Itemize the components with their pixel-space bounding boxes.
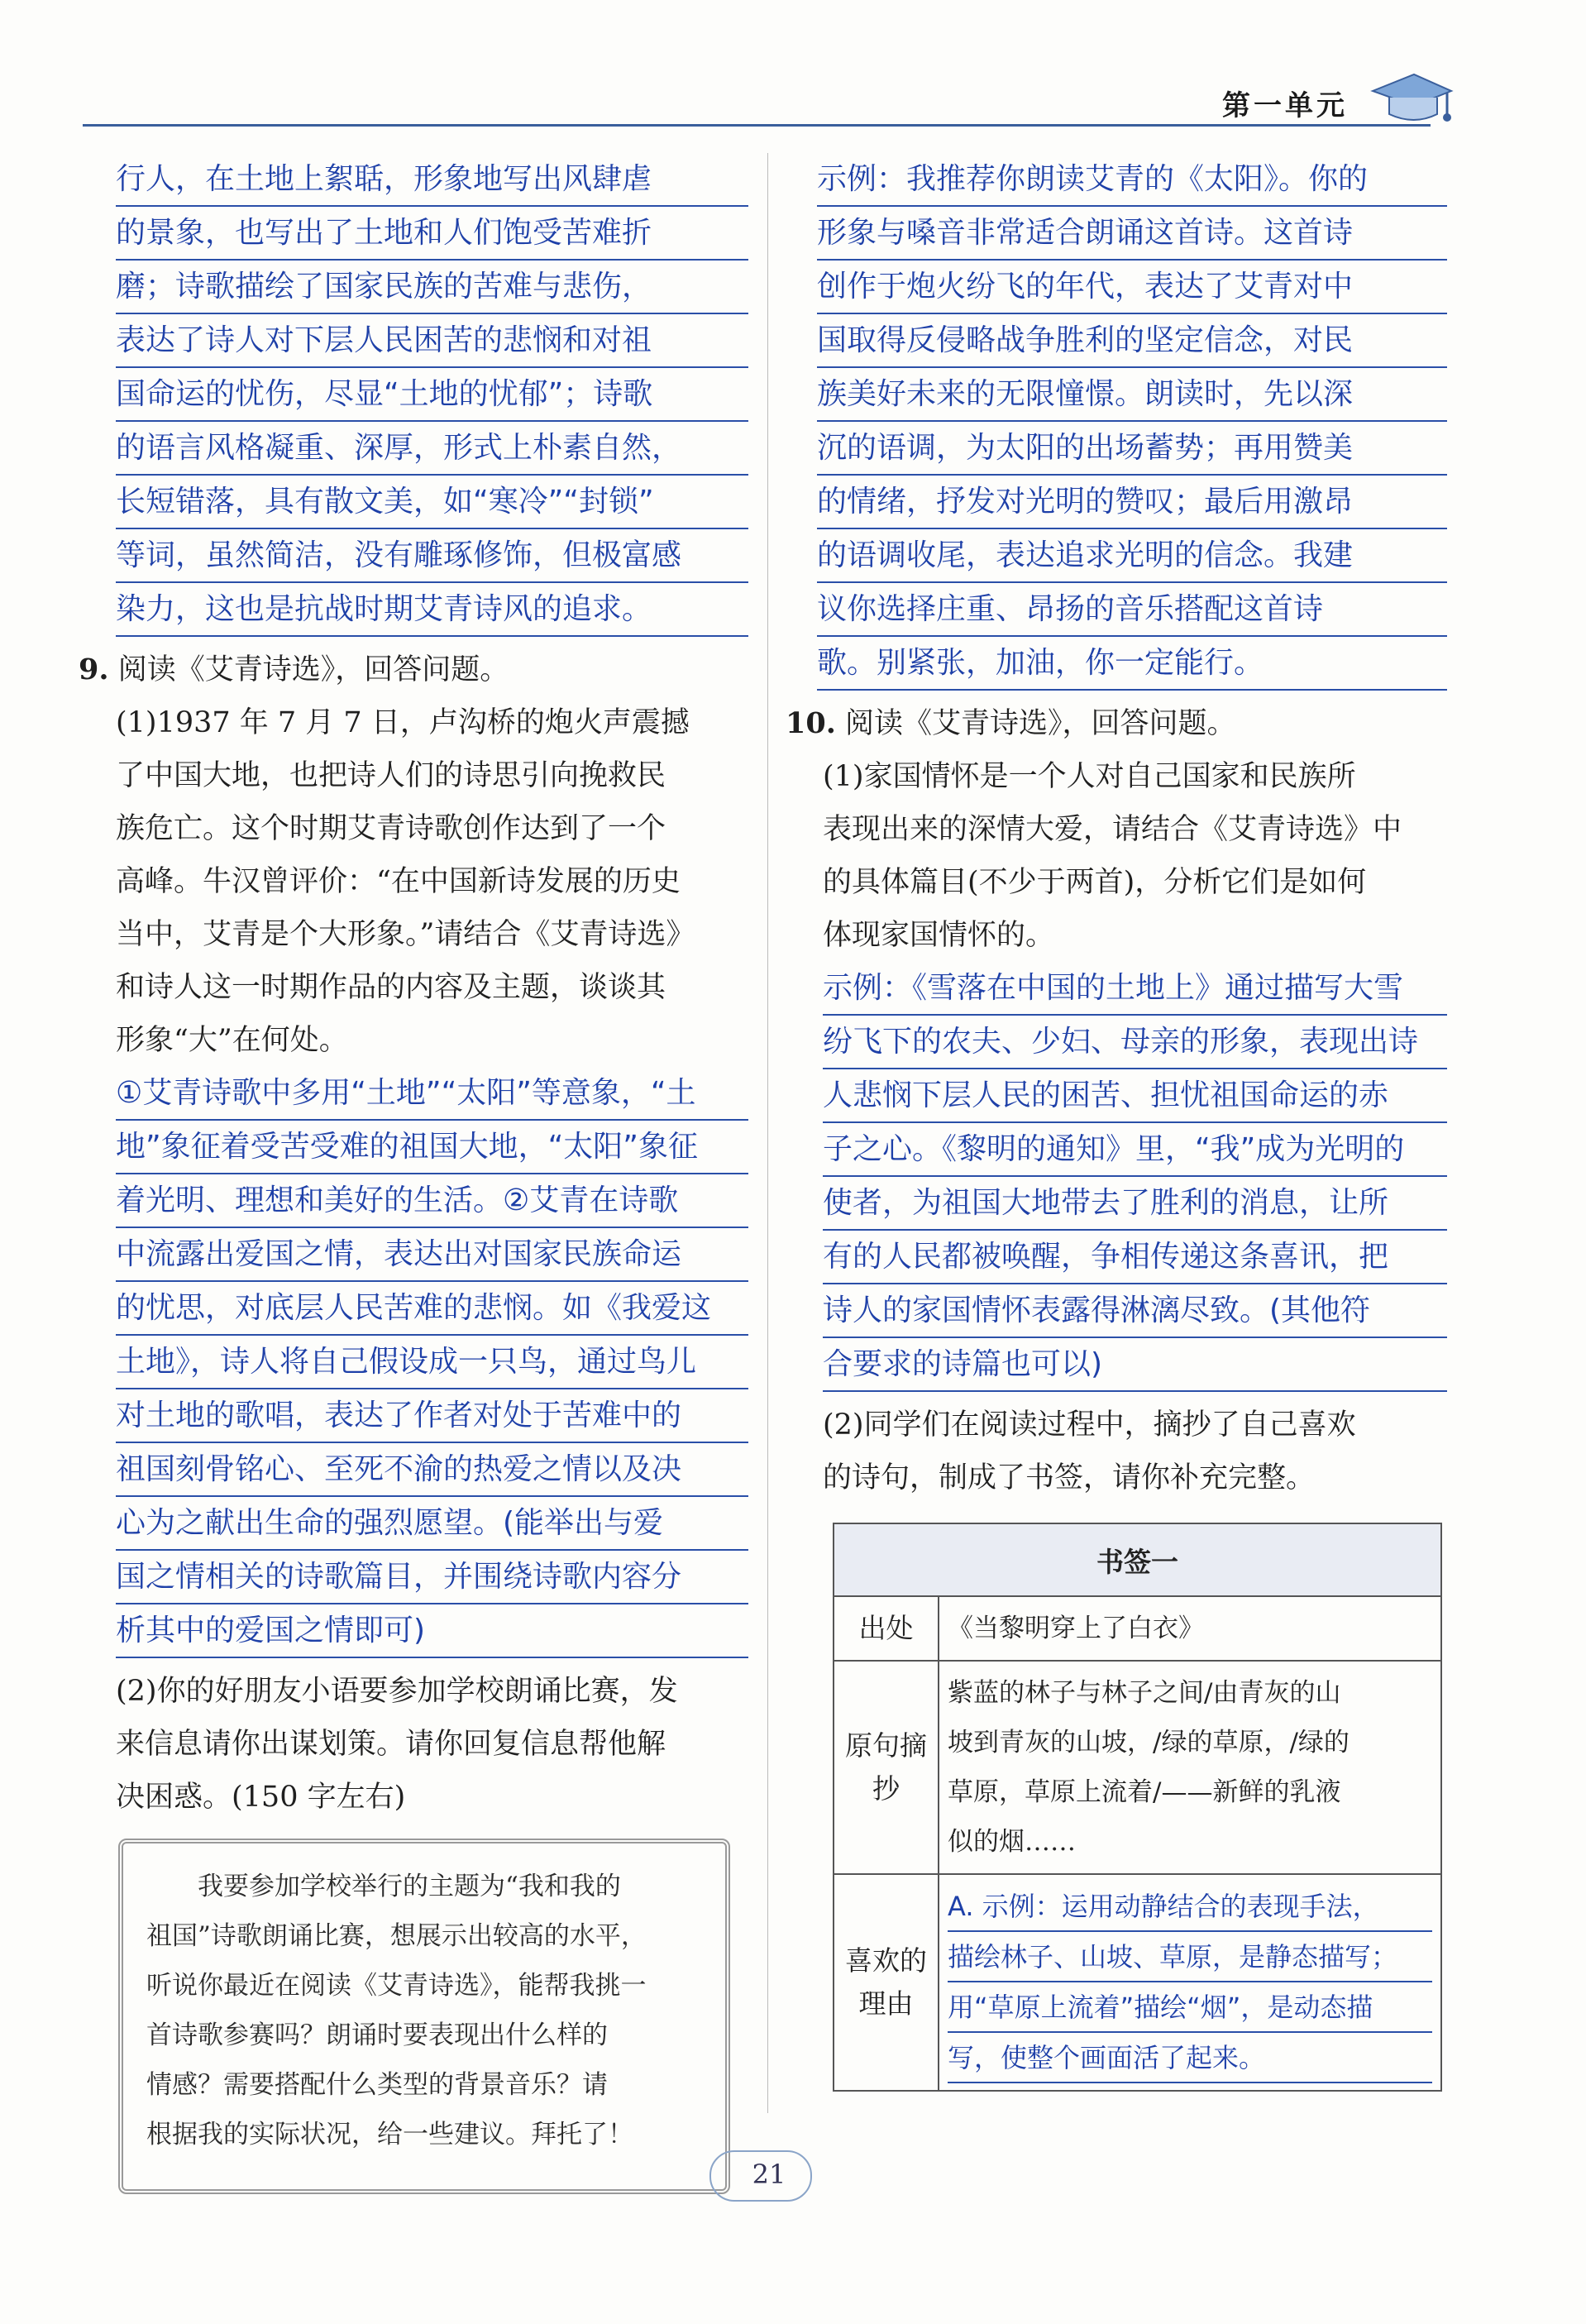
question-number: 10.: [786, 706, 836, 740]
message-box: [118, 1839, 730, 2194]
reason-cell: [939, 1874, 1441, 2091]
answer-line: 合要求的诗篇也可以): [823, 1338, 1447, 1392]
quote-label: 原句摘抄: [834, 1661, 939, 1874]
answer-line: 着光明、理想和美好的生活。②艾青在诗歌: [116, 1174, 748, 1228]
unit-title: 第一单元: [1222, 89, 1348, 122]
answer-line: 有的人民都被唤醒，争相传递这条喜讯，把: [823, 1231, 1447, 1284]
answer-line: 子之心。《黎明的通知》里，“我”成为光明的: [823, 1123, 1447, 1177]
quote-line: 坡到青灰的山坡，/绿的草原，/绿的: [948, 1728, 1350, 1757]
message-line: 祖国”诗歌朗诵比赛，想展示出较高的水平，: [146, 1921, 647, 1951]
bookmark-title: 书签一: [834, 1523, 1441, 1596]
question-line: (2)你的好朋友小语要参加学校朗诵比赛，发: [116, 1675, 678, 1708]
quote-line: 似的烟……: [948, 1827, 1076, 1857]
answer-line: 土地》，诗人将自己假设成一只鸟，通过鸟儿: [116, 1336, 748, 1389]
question-line: (1)1937 年 7 月 7 日，卢沟桥的炮火声震撼: [116, 706, 690, 739]
question-10-heading: [786, 697, 1447, 750]
answer-line: 染力，这也是抗战时期艾青诗风的追求。: [116, 583, 748, 637]
question-line: 族危亡。这个时期艾青诗歌创作达到了一个: [116, 812, 666, 845]
question-number: 9.: [79, 653, 109, 686]
answer-line: 长短错落，具有散文美，如“寒冷”“封锁”: [116, 476, 748, 529]
answer-line: 的语调收尾，表达追求光明的信念。我建: [817, 529, 1447, 583]
answer-line: 国命运的忧伤，尽显“土地的忧郁”；诗歌: [116, 368, 748, 422]
source-label: 出处: [834, 1596, 939, 1661]
answer-line: 国之情相关的诗歌篇目，并围绕诗歌内容分: [116, 1551, 748, 1604]
answer-line: 的景象，也写出了土地和人们饱受苦难折: [116, 207, 748, 261]
question-10-2: [786, 1399, 1447, 1504]
answer-line: 对土地的歌唱，表达了作者对处于苦难中的: [116, 1389, 748, 1443]
reason-line: 写，使整个画面活了起来。: [948, 2033, 1432, 2083]
answer-line: 形象与嗓音非常适合朗诵这首诗。这首诗: [817, 207, 1447, 261]
message-line: 听说你最近在阅读《艾青诗选》，能帮我挑一: [146, 1971, 647, 2001]
answer-line: 表达了诗人对下层人民困苦的悲悯和对祖: [116, 314, 748, 368]
question-line: 当中，艾青是个大形象。”请结合《艾青诗选》: [116, 918, 695, 951]
question-line: 决困惑。(150 字左右): [116, 1781, 406, 1814]
answer-line: 行人，在土地上絮聒，形象地写出风肆虐: [116, 153, 748, 207]
question-line: 了中国大地，也把诗人们的诗思引向挽救民: [116, 759, 666, 792]
answer-10-1: [786, 962, 1447, 1392]
answer-line: 沉的语调，为太阳的出场蓄势；再用赞美: [817, 422, 1447, 476]
answer-line: 地”象征着受苦受难的祖国大地，“太阳”象征: [116, 1121, 748, 1174]
answer-line: 诗人的家国情怀表露得淋漓尽致。(其他符: [823, 1284, 1447, 1338]
answer-line: 族美好未来的无限憧憬。朗读时，先以深: [817, 368, 1447, 422]
quote-line: 紫蓝的林子与林子之间/由青灰的山: [948, 1678, 1341, 1708]
reason-line: 描绘林子、山坡、草原，是静态描写；: [948, 1932, 1432, 1982]
question-9-heading: [79, 643, 748, 696]
answer-line: 的语言风格凝重、深厚，形式上朴素自然，: [116, 422, 748, 476]
answer-line: 析其中的爱国之情即可): [116, 1604, 748, 1658]
answer-line: 国取得反侵略战争胜利的坚定信念，对民: [817, 314, 1447, 368]
question-line: 的诗句，制成了书签，请你补充完整。: [823, 1461, 1316, 1494]
question-title: 阅读《艾青诗选》，回答问题。: [845, 707, 1236, 740]
message-line: 首诗歌参赛吗？朗诵时要表现出什么样的: [146, 2020, 608, 2050]
reason-line: A. 示例：运用动静结合的表现手法，: [948, 1882, 1432, 1932]
question-line: 高峰。牛汉曾评价：“在中国新诗发展的历史: [116, 865, 681, 898]
question-line: 的具体篇目(不少于两首)，分析它们是如何: [823, 866, 1367, 899]
answer-line: 示例：《雪落在中国的土地上》通过描写大雪: [823, 962, 1447, 1016]
answer-line: 使者，为祖国大地带去了胜利的消息，让所: [823, 1177, 1447, 1231]
answer-line: 祖国刻骨铭心、至死不渝的热爱之情以及决: [116, 1443, 748, 1497]
answer-9-1: [79, 1067, 748, 1658]
answer-line: 创作于炮火纷飞的年代，表达了艾青对中: [817, 261, 1447, 314]
answer-9-2: [786, 153, 1447, 691]
answer-line: ①艾青诗歌中多用“土地”“太阳”等意象，“土: [116, 1067, 748, 1121]
reason-label: 喜欢的理由: [834, 1874, 939, 2091]
question-line: 来信息请你出谋划策。请你回复信息帮他解: [116, 1728, 666, 1761]
source-value: 《当黎明穿上了白衣》: [939, 1596, 1441, 1661]
answer-line: 的忧思，对底层人民苦难的悲悯。如《我爱这: [116, 1282, 748, 1336]
question-line: 体现家国情怀的。: [823, 919, 1055, 952]
question-line: 表现出来的深情大爱，请结合《艾青诗选》中: [823, 813, 1402, 846]
question-9-2: [79, 1665, 748, 1824]
quote-line: 草原，草原上流着/——新鲜的乳液: [948, 1777, 1341, 1807]
right-column: [786, 153, 1447, 2092]
answer-line: 歌。别紧张，加油，你一定能行。: [817, 637, 1447, 691]
message-line: 根据我的实际状况，给一些建议。拜托了！: [146, 2120, 633, 2149]
answer-continued: [79, 153, 748, 637]
answer-line: 纷飞下的农夫、少妇、母亲的形象，表现出诗: [823, 1016, 1447, 1069]
graduation-cap-icon: [1364, 58, 1455, 132]
message-line: 我要参加学校举行的主题为“我和我的: [198, 1872, 621, 1901]
answer-line: 议你选择庄重、昂扬的音乐搭配这首诗: [817, 583, 1447, 637]
answer-line: 示例：我推荐你朗读艾青的《太阳》。你的: [817, 153, 1447, 207]
page-number: 21: [752, 2159, 786, 2190]
question-line: (2)同学们在阅读过程中，摘抄了自己喜欢: [823, 1408, 1356, 1442]
answer-line: 中流露出爱国之情，表达出对国家民族命运: [116, 1228, 748, 1282]
answer-line: 心为之献出生命的强烈愿望。(能举出与爱: [116, 1497, 748, 1551]
question-title: 阅读《艾青诗选》，回答问题。: [117, 653, 509, 686]
answer-line: 的情绪，抒发对光明的赞叹；最后用激昂: [817, 476, 1447, 529]
answer-line: 等词，虽然简洁，没有雕琢修饰，但极富感: [116, 529, 748, 583]
question-10-1: [786, 750, 1447, 962]
question-line: (1)家国情怀是一个人对自己国家和民族所: [823, 760, 1356, 793]
answer-line: 人悲悯下层人民的困苦、担忧祖国命运的赤: [823, 1069, 1447, 1123]
question-line: 和诗人这一时期作品的内容及主题，谈谈其: [116, 971, 666, 1004]
question-line: 形象“大”在何处。: [116, 1024, 348, 1057]
answer-line: 磨；诗歌描绘了国家民族的苦难与悲伤，: [116, 261, 748, 314]
message-line: 情感？需要搭配什么类型的背景音乐？请: [146, 2070, 608, 2100]
question-9-1: [79, 696, 748, 1067]
left-column: [79, 153, 748, 2194]
quote-cell: [939, 1661, 1441, 1874]
header-rule: [83, 124, 1431, 127]
bookmark-table: [833, 1523, 1442, 2092]
reason-line: 用“草原上流着”描绘“烟”，是动态描: [948, 1982, 1432, 2033]
column-divider: [767, 153, 768, 2113]
